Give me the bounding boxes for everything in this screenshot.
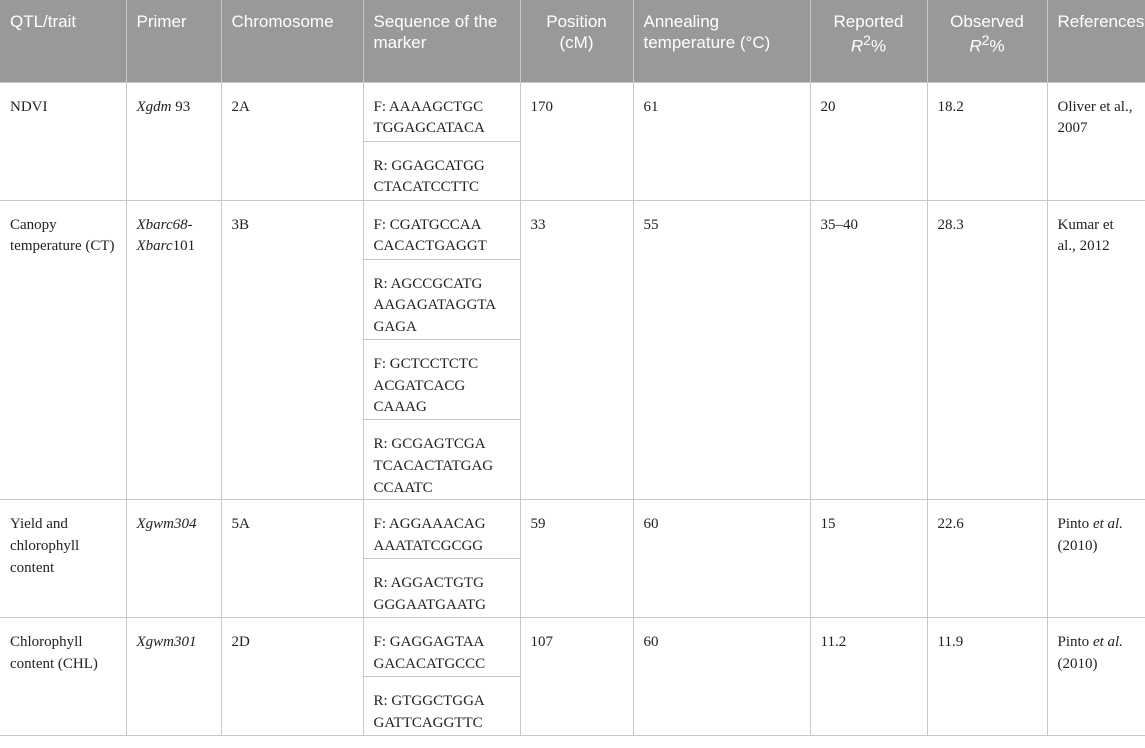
reference-italic: et al. xyxy=(1092,516,1123,533)
cell-trait: NDVI xyxy=(0,82,126,200)
cell-chromosome: 5A xyxy=(221,500,363,618)
table-row xyxy=(0,500,1145,559)
cell-primer xyxy=(126,82,221,200)
header-reported-sup: 2 xyxy=(863,32,872,49)
primer-plain: 93 xyxy=(171,98,191,115)
cell-annealing: 61 xyxy=(633,82,810,200)
header-reported-percent: % xyxy=(871,36,887,56)
header-reported-r: R xyxy=(850,36,864,56)
header-reported xyxy=(810,0,927,82)
header-chromosome: Chromosome xyxy=(221,0,363,82)
cell-chromosome: 2D xyxy=(221,618,363,736)
cell-reported: 35–40 xyxy=(810,200,927,500)
cell-reference xyxy=(1047,500,1145,618)
cell-reference xyxy=(1047,82,1145,200)
primer-italic: Xgwm304 xyxy=(136,516,197,533)
primer-italic: Xgdm xyxy=(136,98,172,115)
header-sequence: Sequence of the marker xyxy=(363,0,520,82)
cell-observed: 28.3 xyxy=(927,200,1047,500)
cell-observed: 22.6 xyxy=(927,500,1047,618)
cell-sequence: R: GGAGCATGG CTACATCCTTC xyxy=(363,141,520,200)
header-observed-label: Observed xyxy=(950,12,1024,31)
cell-trait: Chlorophyll content (CHL) xyxy=(0,618,126,736)
cell-annealing: 55 xyxy=(633,200,810,500)
cell-observed: 11.9 xyxy=(927,618,1047,736)
cell-reported: 20 xyxy=(810,82,927,200)
header-observed-r: R xyxy=(969,36,982,56)
cell-chromosome: 3B xyxy=(221,200,363,500)
cell-sequence: R: AGCCGCATG AAGAGATAGGTA GAGA xyxy=(363,259,520,339)
cell-chromosome: 2A xyxy=(221,82,363,200)
header-primer: Primer xyxy=(126,0,221,82)
reference-text: Kumar et al., 2012 xyxy=(1057,216,1114,255)
primer-italic: Xbarc68-Xbarc xyxy=(136,216,193,255)
header-references: References xyxy=(1047,0,1145,82)
primer-italic: Xgwm301 xyxy=(136,634,197,651)
table-row xyxy=(0,82,1145,141)
header-trait: QTL/trait xyxy=(0,0,126,82)
header-position: Position (cM) xyxy=(520,0,633,82)
cell-sequence: F: CGATGCCAA CACACTGAGGT xyxy=(363,200,520,259)
cell-reported: 11.2 xyxy=(810,618,927,736)
cell-annealing: 60 xyxy=(633,618,810,736)
cell-sequence: F: GCTCCTCTC ACGATCACG CAAAG xyxy=(363,339,520,419)
table-row xyxy=(0,200,1145,259)
cell-reference xyxy=(1047,200,1145,500)
header-row xyxy=(0,0,1145,82)
cell-reported: 15 xyxy=(810,500,927,618)
header-observed xyxy=(927,0,1047,82)
reference-text: Pinto xyxy=(1057,516,1093,533)
cell-trait: Canopy temperature (CT) xyxy=(0,200,126,500)
cell-sequence: R: GTGGCTGGA GATTCAGGTTC xyxy=(363,677,520,736)
header-observed-sup: 2 xyxy=(981,32,990,49)
cell-sequence: R: GCGAGTCGA TCACACTATGAG CCAATC xyxy=(363,420,520,500)
cell-trait: Yield and chlorophyll content xyxy=(0,500,126,618)
reference-text: Oliver et al., 2007 xyxy=(1057,98,1133,137)
header-annealing: Annealing temperature (°C) xyxy=(633,0,810,82)
cell-annealing: 60 xyxy=(633,500,810,618)
cell-sequence: F: AAAAGCTGC TGGAGCATACA xyxy=(363,82,520,141)
cell-sequence: F: GAGGAGTAA GACACATGCCC xyxy=(363,618,520,677)
cell-primer xyxy=(126,618,221,736)
cell-sequence: F: AGGAAACAG AAATATCGCGG xyxy=(363,500,520,559)
primer-plain: 101 xyxy=(172,238,196,255)
reference-italic: et al. xyxy=(1092,634,1123,651)
cell-observed: 18.2 xyxy=(927,82,1047,200)
cell-reference xyxy=(1047,618,1145,736)
cell-sequence: R: AGGACTGTG GGGAATGAATG xyxy=(363,559,520,618)
cell-primer xyxy=(126,500,221,618)
reference-text: Pinto xyxy=(1057,634,1093,651)
cell-position: 33 xyxy=(520,200,633,500)
reference-year: (2010) xyxy=(1057,538,1098,554)
reference-year: (2010) xyxy=(1057,656,1098,672)
cell-position: 170 xyxy=(520,82,633,200)
cell-position: 59 xyxy=(520,500,633,618)
header-reported-label: Reported xyxy=(833,12,904,31)
cell-primer xyxy=(126,200,221,500)
table-row xyxy=(0,618,1145,677)
cell-position: 107 xyxy=(520,618,633,736)
header-observed-percent: % xyxy=(989,36,1005,56)
